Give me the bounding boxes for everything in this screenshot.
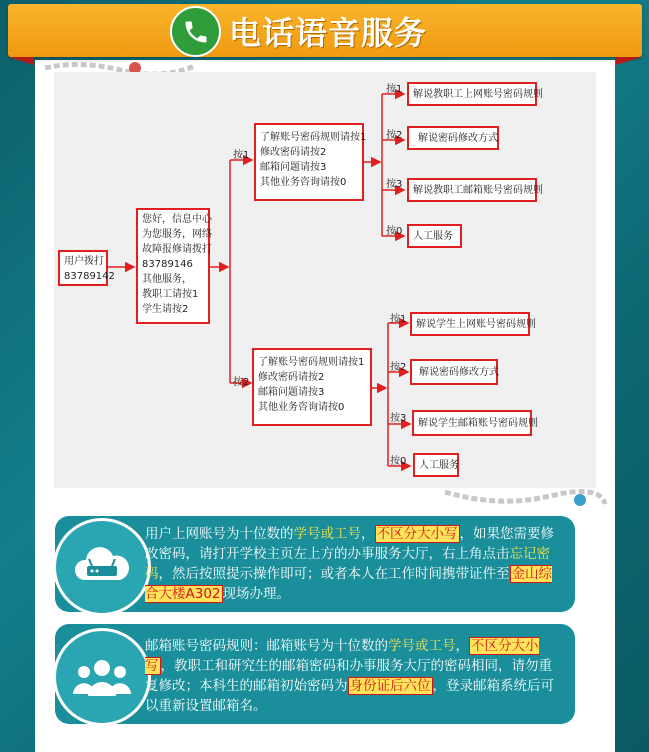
highlight-case-insensitive: 不区分大小写 [376, 526, 458, 542]
branch2-menu-line: 邮箱问题请按3 [258, 387, 325, 398]
start-line-1: 用户拨打 [64, 256, 104, 267]
users-group-icon [53, 628, 151, 726]
b1-opt3-key: 按3 [386, 179, 403, 190]
b1-option-box: 解说教职工邮箱账号密码规则 [407, 178, 537, 202]
menu-line: 其他服务， [142, 274, 192, 285]
text: ，然后按照提示操作即可；或者本人在工作时间携带证件至 [158, 566, 510, 582]
branch2-menu-line: 了解账号密码规则请按1 [258, 357, 365, 368]
b1-opt4-key: 按0 [386, 226, 403, 237]
text: ，登录邮箱系统后可以重新设置邮箱名。 [145, 678, 554, 714]
b1-option-box: 解说密码修改方式 [407, 126, 499, 150]
highlight-id: 学号或工号 [388, 638, 456, 654]
text: ，教职工和研究生的邮箱密码和办事服务大厅的密码相同，请勿重复修改；本科生的邮箱初始密码为 [145, 658, 552, 694]
menu-line: 学生请按2 [142, 304, 189, 315]
branch2-menu-line: 修改密码请按2 [258, 372, 325, 383]
text: 用户上网账号为十位数的 [145, 526, 294, 542]
router-cloud-icon [53, 518, 151, 616]
info-text-network [145, 524, 565, 604]
highlight-id: 学号或工号 [293, 526, 361, 542]
branch1-key: 按1 [233, 150, 250, 161]
main-menu-box [136, 208, 210, 324]
b2-opt1-key: 按1 [390, 314, 407, 325]
b2-option-box: 人工服务 [413, 453, 459, 477]
info-card-email [55, 624, 575, 724]
text: 现场办理。 [222, 586, 291, 602]
b2-option-box: 解说密码修改方式 [410, 359, 498, 385]
info-text-email [145, 636, 565, 716]
info-card-network [55, 516, 575, 612]
menu-line: 故障报修请拨打 [142, 244, 212, 255]
b1-opt2-key: 按2 [386, 130, 403, 141]
b2-opt3-key: 按3 [390, 413, 407, 424]
b2-opt2-key: 按2 [390, 362, 407, 373]
b2-option-box: 解说学生邮箱账号密码规则 [412, 410, 532, 436]
branch2-key: 按2 [233, 377, 250, 388]
branch2-menu-line: 其他业务咨询请按0 [258, 402, 345, 413]
branch1-menu-line: 了解账号密码规则请按1 [260, 132, 367, 143]
highlight-case-insensitive: 不区分大小写 [145, 638, 539, 674]
page-title: 电话语音服务 [229, 14, 428, 52]
menu-line: 教职工请按1 [142, 289, 199, 300]
start-box [58, 250, 115, 286]
menu-line: 您好，信息中心 [142, 214, 212, 225]
branch1-menu-line: 修改密码请按2 [260, 147, 327, 158]
highlight-initial-password: 身份证后六位 [349, 678, 431, 694]
text: ， [361, 526, 375, 542]
menu-line: 为您服务，网络 [142, 229, 212, 240]
b2-opt4-key: 按0 [390, 456, 407, 467]
b1-opt1-key: 按1 [386, 84, 403, 95]
forgot-password-link-text: 忘记密码 [145, 546, 550, 582]
text: ，如果您需要修改密码，请打开学校主页左上方的办事服务大厅，右上角点击 [145, 526, 554, 562]
b2-option-box: 解说学生上网账号密码规则 [410, 312, 530, 336]
branch1-menu-box [254, 123, 367, 201]
b1-option-box: 人工服务 [407, 224, 462, 248]
text: 邮箱账号密码规则：邮箱账号为十位数的 [145, 638, 388, 654]
highlight-location: 金山综合大楼A302 [145, 566, 552, 602]
menu-line: 83789146 [142, 259, 193, 270]
text: ， [455, 638, 469, 654]
b1-option-box: 解说教职工上网账号密码规则 [407, 82, 537, 106]
branch1-menu-line: 其他业务咨询请按0 [260, 177, 347, 188]
branch1-menu-line: 邮箱问题请按3 [260, 162, 327, 173]
branch2-menu-box [252, 348, 372, 426]
start-line-2: 83789142 [64, 271, 115, 282]
